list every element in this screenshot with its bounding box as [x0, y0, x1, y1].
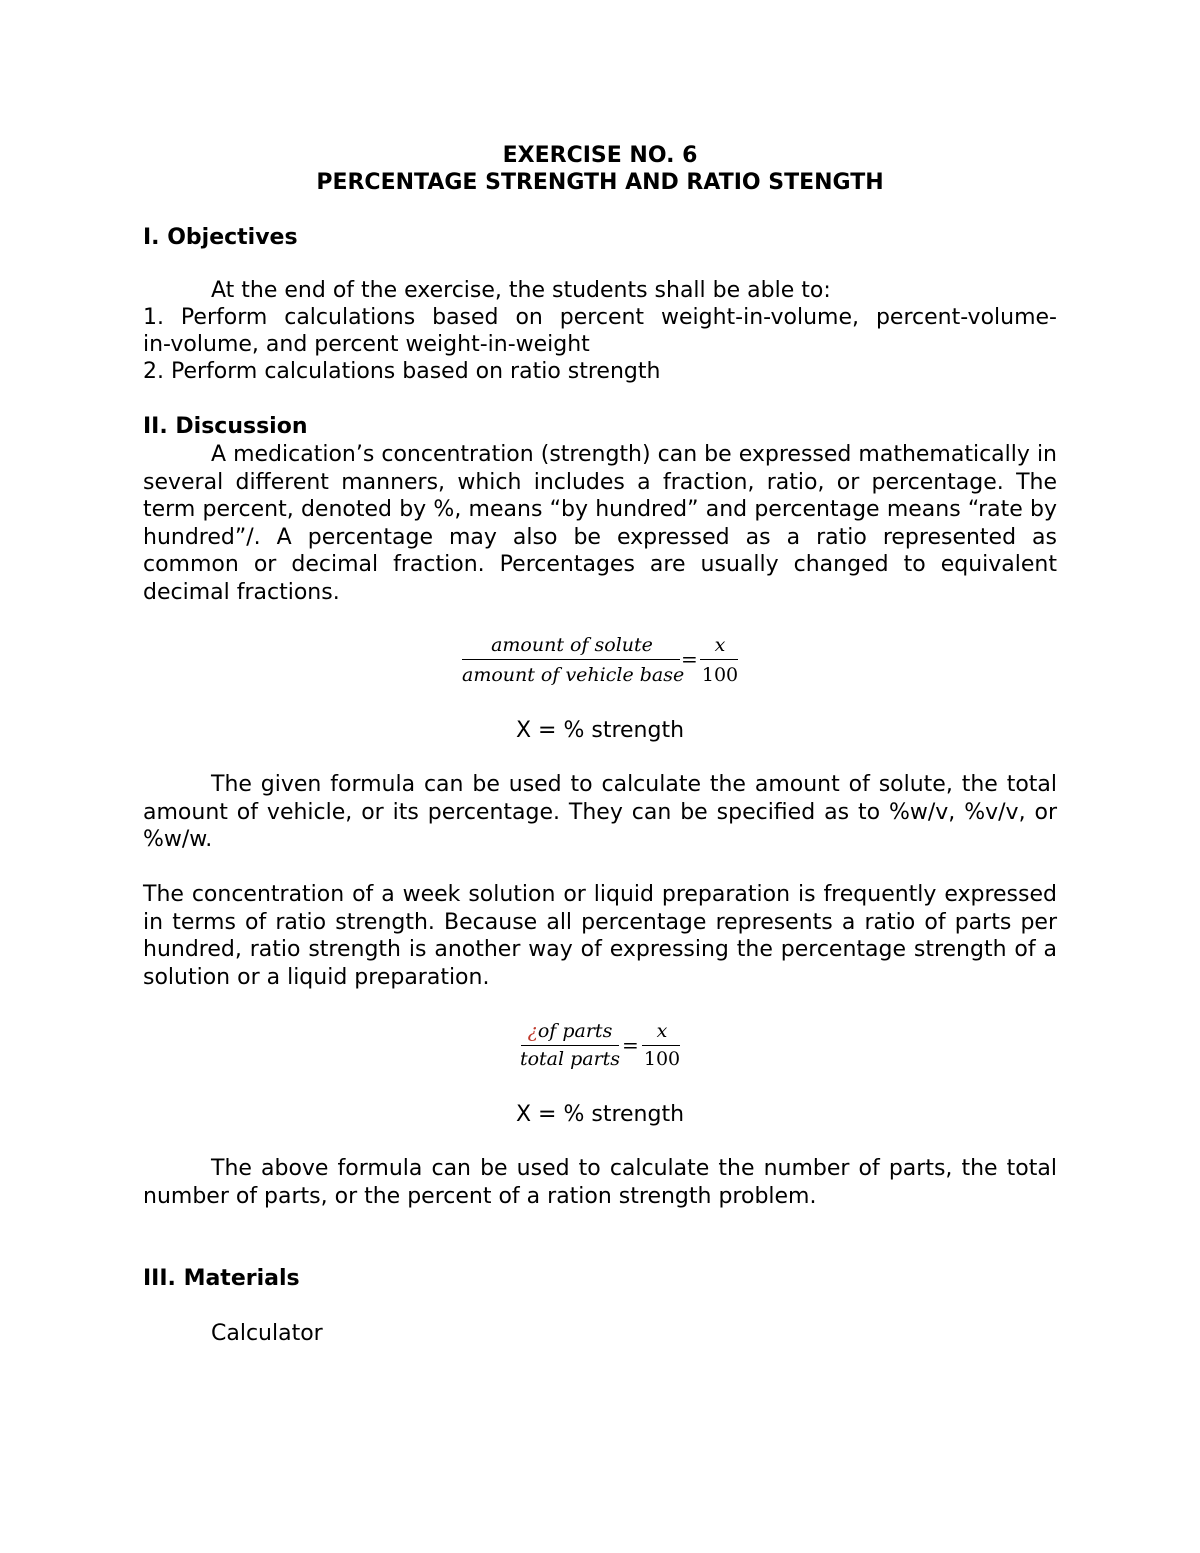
formula-2-numerator: of parts [537, 1020, 613, 1042]
discussion-paragraph-2: The given formula can be used to calculate the amount of solute, the total amount of vehicle, or its percentage. They can be specified as to %w/v, %v/v, or %w/w. [143, 772, 1057, 852]
exercise-number-title: EXERCISE NO. 6 [502, 143, 698, 168]
exercise-main-title: PERCENTAGE STRENGTH AND RATIO STENGTH [316, 170, 884, 195]
discussion-heading: II. Discussion [143, 414, 308, 439]
formula-2-right-fraction-bar [642, 1045, 680, 1046]
objectives-intro: At the end of the exercise, the students shall be able to: [211, 278, 831, 303]
materials-item-calculator: Calculator [211, 1321, 323, 1346]
discussion-paragraph-3: The concentration of a week solution or liquid preparation is frequently expressed in terms of ratio strength. Because all percentage represents a ratio of parts per hundred, ratio strength is another way of expressing the percentage strength of a solution or a liquid preparation. [143, 882, 1057, 990]
formula-2-right-denominator: 100 [643, 1048, 681, 1070]
formula-1-numerator: amount of solute [491, 634, 653, 656]
discussion-paragraph-1: A medication’s concentration (strength) can be expressed mathematically in several different manners, which includes a fraction, ratio, or percentage. The term percent, denoted by %, means “by hundred” and percentage means “rate by hundred”/. A percentage may also be expressed as a ratio represented as common or decimal fraction. Percentages are usually changed to equivalent decimal fractions. [143, 442, 1057, 605]
objective-item-1-line-2: in-volume, and percent weight-in-weight [143, 332, 590, 357]
formula-1-fraction-bar [462, 659, 680, 660]
formula-1-denominator: amount of vehicle base [462, 664, 685, 686]
formula-1-right-denominator: 100 [701, 664, 739, 686]
formula-2-equals: = [622, 1033, 639, 1057]
objectives-heading: I. Objectives [143, 225, 298, 250]
formula-2-caption: X = % strength [515, 1102, 685, 1127]
formula-2-right-numerator: x [656, 1020, 668, 1042]
materials-heading: III. Materials [143, 1266, 300, 1291]
formula-2-numerator-wrap [521, 1020, 619, 1042]
formula-1-right-fraction-bar [700, 659, 738, 660]
formula-2-fraction-bar [521, 1045, 619, 1046]
objective-item-2: 2. Perform calculations based on ratio strength [143, 359, 661, 384]
formula-1-caption: X = % strength [515, 718, 685, 743]
objective-item-1-line-1: 1. Perform calculations based on percent weight-in-volume, percent-volume- [143, 305, 1057, 330]
formula-2-glyph: ¿ [527, 1020, 538, 1042]
formula-2-denominator: total parts [519, 1048, 621, 1070]
discussion-paragraph-4: The above formula can be used to calculate the number of parts, the total number of parts, or the percent of a ration strength problem. [143, 1156, 1057, 1209]
formula-1-equals: = [681, 647, 698, 671]
formula-1-right-numerator: x [714, 634, 726, 656]
